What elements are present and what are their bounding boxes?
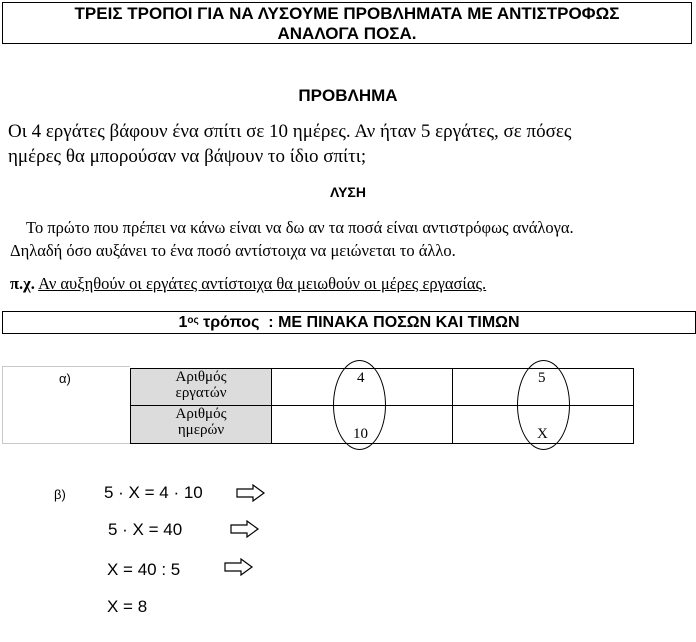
header-workers-line-1: Αριθμός xyxy=(175,369,227,385)
ellipse-column-2 xyxy=(517,360,570,450)
arrow-right-icon xyxy=(224,558,254,576)
value-workers-1: 4 xyxy=(357,370,365,386)
method-text: τρόπος : ΜΕ ΠΙΝΑΚΑ ΠΟΣΩΝ ΚΑΙ ΤΙΜΩΝ xyxy=(198,314,520,331)
solution-line-2: Δηλαδή όσο αυξάνει το ένα ποσό αντίστοιχα να μειώνεται το άλλο. xyxy=(10,241,456,260)
table-label: α) xyxy=(59,371,71,386)
title-line-2: ΑΝΑΛΟΓΑ ΠΟΣΑ. xyxy=(277,24,417,43)
problem-text xyxy=(8,119,692,169)
example xyxy=(10,274,486,294)
arrow-right-icon xyxy=(230,520,260,538)
problem-heading: ΠΡΟΒΛΗΜΑ xyxy=(298,86,398,105)
problem-line-2: ημέρες θα μπορούσαν να βάψουν το ίδιο σπίτι; xyxy=(8,146,367,167)
table-label-cell xyxy=(2,366,130,444)
header-days-line-2: ημερών xyxy=(177,422,225,438)
steps-label: β) xyxy=(54,487,66,502)
proportion-table xyxy=(0,366,696,446)
problem-line-1: Οι 4 εργάτες βάφουν ένα σπίτι σε 10 ημέρες. Αν ήταν 5 εργάτες, σε πόσες xyxy=(8,121,572,142)
method-suffix: ος xyxy=(187,315,199,326)
example-label: π.χ. xyxy=(10,274,35,293)
step-4: Χ = 8 xyxy=(107,597,148,616)
method-heading xyxy=(2,311,696,334)
header-days xyxy=(130,405,272,444)
method-number: 1 xyxy=(178,314,188,331)
title-box xyxy=(2,2,692,44)
solution-line-1: Το πρώτο που πρέπει να κάνω είναι να δω αν τα ποσά είναι αντιστρόφως ανάλογα. xyxy=(26,218,574,237)
solution-heading: ΛΥΣΗ xyxy=(330,184,366,200)
step-3: Χ = 40 : 5 xyxy=(107,560,181,579)
header-days-line-1: Αριθμός xyxy=(175,406,227,422)
header-workers xyxy=(130,368,272,406)
ellipse-column-1 xyxy=(333,360,386,450)
step-2: 5 · Χ = 40 xyxy=(108,520,183,539)
arrow-right-icon xyxy=(236,484,266,502)
example-text: Αν αυξηθούν οι εργάτες αντίστοιχα θα μειωθούν οι μέρες εργασίας. xyxy=(38,274,487,293)
value-days-1: 10 xyxy=(353,426,368,442)
solution-text xyxy=(10,216,694,262)
value-workers-2: 5 xyxy=(538,370,546,386)
step-1: 5 · Χ = 4 · 10 xyxy=(104,483,203,502)
header-workers-line-2: εργατών xyxy=(175,385,227,401)
title-line-1: ΤΡΕΙΣ ΤΡΟΠΟΙ ΓΙΑ ΝΑ ΛΥΣΟΥΜΕ ΠΡΟΒΛΗΜΑΤΑ ΜΕ ΑΝΤΙΣΤΡΟΦΩΣ xyxy=(74,4,620,23)
value-days-2: Χ xyxy=(537,426,548,442)
